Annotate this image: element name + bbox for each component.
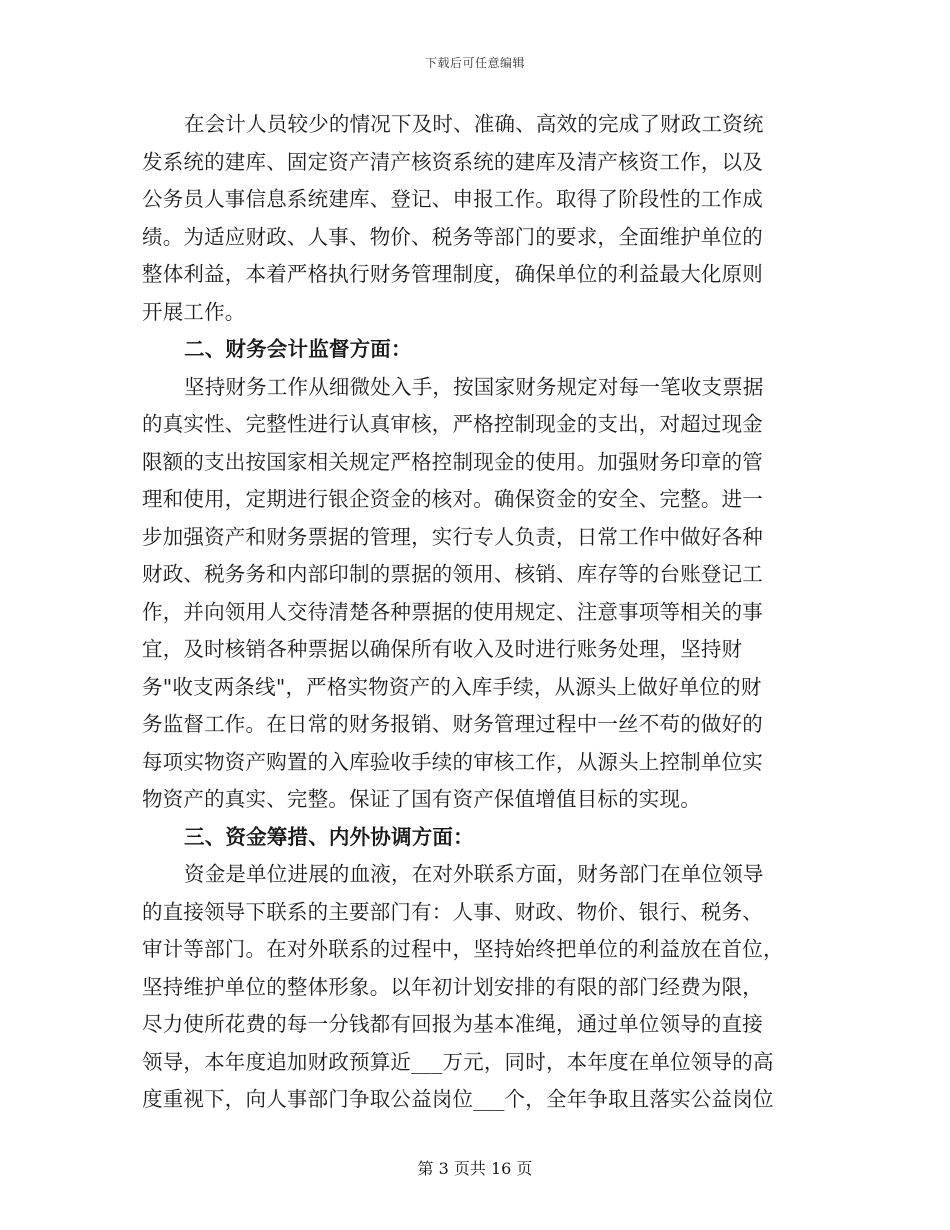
text-line: 尽力使所花费的每一分钱都有回报为基本准绳，通过单位领导的直接 xyxy=(142,1012,763,1036)
text-line: 的直接领导下联系的主要部门有：人事、财政、物价、银行、税务、 xyxy=(142,899,763,924)
text-line: 务监督工作。在日常的财务报销、财务管理过程中一丝不苟的做好的 xyxy=(142,712,763,736)
text-line: 财政、税务务和内部印制的票据的领用、核销、库存等的台账登记工 xyxy=(142,562,763,586)
text-line: 作，并向领用人交待清楚各种票据的使用规定、注意事项等相关的事 xyxy=(142,599,763,624)
text-line: 理和使用，定期进行银企资金的核对。确保资金的安全、完整。进一 xyxy=(142,487,763,511)
heading-text: 二、财务会计监督方面： xyxy=(184,337,412,361)
page-number: 第 3 页共 16 页 xyxy=(417,1159,533,1178)
text-line: 的真实性、完整性进行认真审核，严格控制现金的支出，对超过现金 xyxy=(142,412,763,436)
document-body xyxy=(142,106,808,1119)
text-line: 宜，及时核销各种票据以确保所有收入及时进行账务处理，坚持财 xyxy=(142,637,743,661)
text-line: 每项实物资产购置的入库验收手续的审核工作，从源头上控制单位实 xyxy=(142,749,763,774)
text-line: 限额的支出按国家相关规定严格控制现金的使用。加强财务印章的管 xyxy=(142,449,763,474)
paragraph-3 xyxy=(142,856,808,1119)
text-line: 资金是单位进展的血液，在对外联系方面，财务部门在单位领导 xyxy=(184,862,764,886)
text-line: 公务员人事信息系统建库、登记、申报工作。取得了阶段性的工作成 xyxy=(142,187,763,211)
text-line: 步加强资产和财务票据的管理，实行专人负责，日常工作中做好各种 xyxy=(142,524,763,549)
section-heading-2 xyxy=(142,331,808,369)
text-line: 领导，本年度追加财政预算近___万元，同时，本年度在单位领导的高 xyxy=(142,1049,774,1074)
text-line: 整体利益，本着严格执行财务管理制度，确保单位的利益最大化原则 xyxy=(142,262,763,286)
text-line: 审计等部门。在对外联系的过程中，坚持始终把单位的利益放在首位， xyxy=(142,937,784,961)
section-heading-3 xyxy=(142,819,808,857)
paragraph-1 xyxy=(142,106,808,331)
text-line: 在会计人员较少的情况下及时、准确、高效的完成了财政工资统 xyxy=(184,112,764,136)
text-line: 开展工作。 xyxy=(142,299,246,324)
text-line: 坚持财务工作从细微处入手，按国家财务规定对每一笔收支票据 xyxy=(184,374,764,399)
text-line: 发系统的建库、固定资产清产核资系统的建库及清产核资工作，以及 xyxy=(142,149,763,174)
text-line: 务"收支两条线"，严格实物资产的入库手续，从源头上做好单位的财 xyxy=(142,674,762,699)
text-line: 度重视下，向人事部门争取公益岗位___个，全年争取且落实公益岗位 xyxy=(142,1087,774,1111)
text-line: 坚持维护单位的整体形象。以年初计划安排的有限的部门经费为限， xyxy=(142,974,763,999)
heading-text: 三、资金筹措、内外协调方面： xyxy=(184,824,474,849)
text-line: 物资产的真实、完整。保证了国有资产保值增值目标的实现。 xyxy=(142,787,701,811)
page-header: 下载后可任意编辑 xyxy=(424,56,525,70)
paragraph-2 xyxy=(142,369,808,819)
text-line: 绩。为适应财政、人事、物价、税务等部门的要求，全面维护单位的 xyxy=(142,224,763,249)
